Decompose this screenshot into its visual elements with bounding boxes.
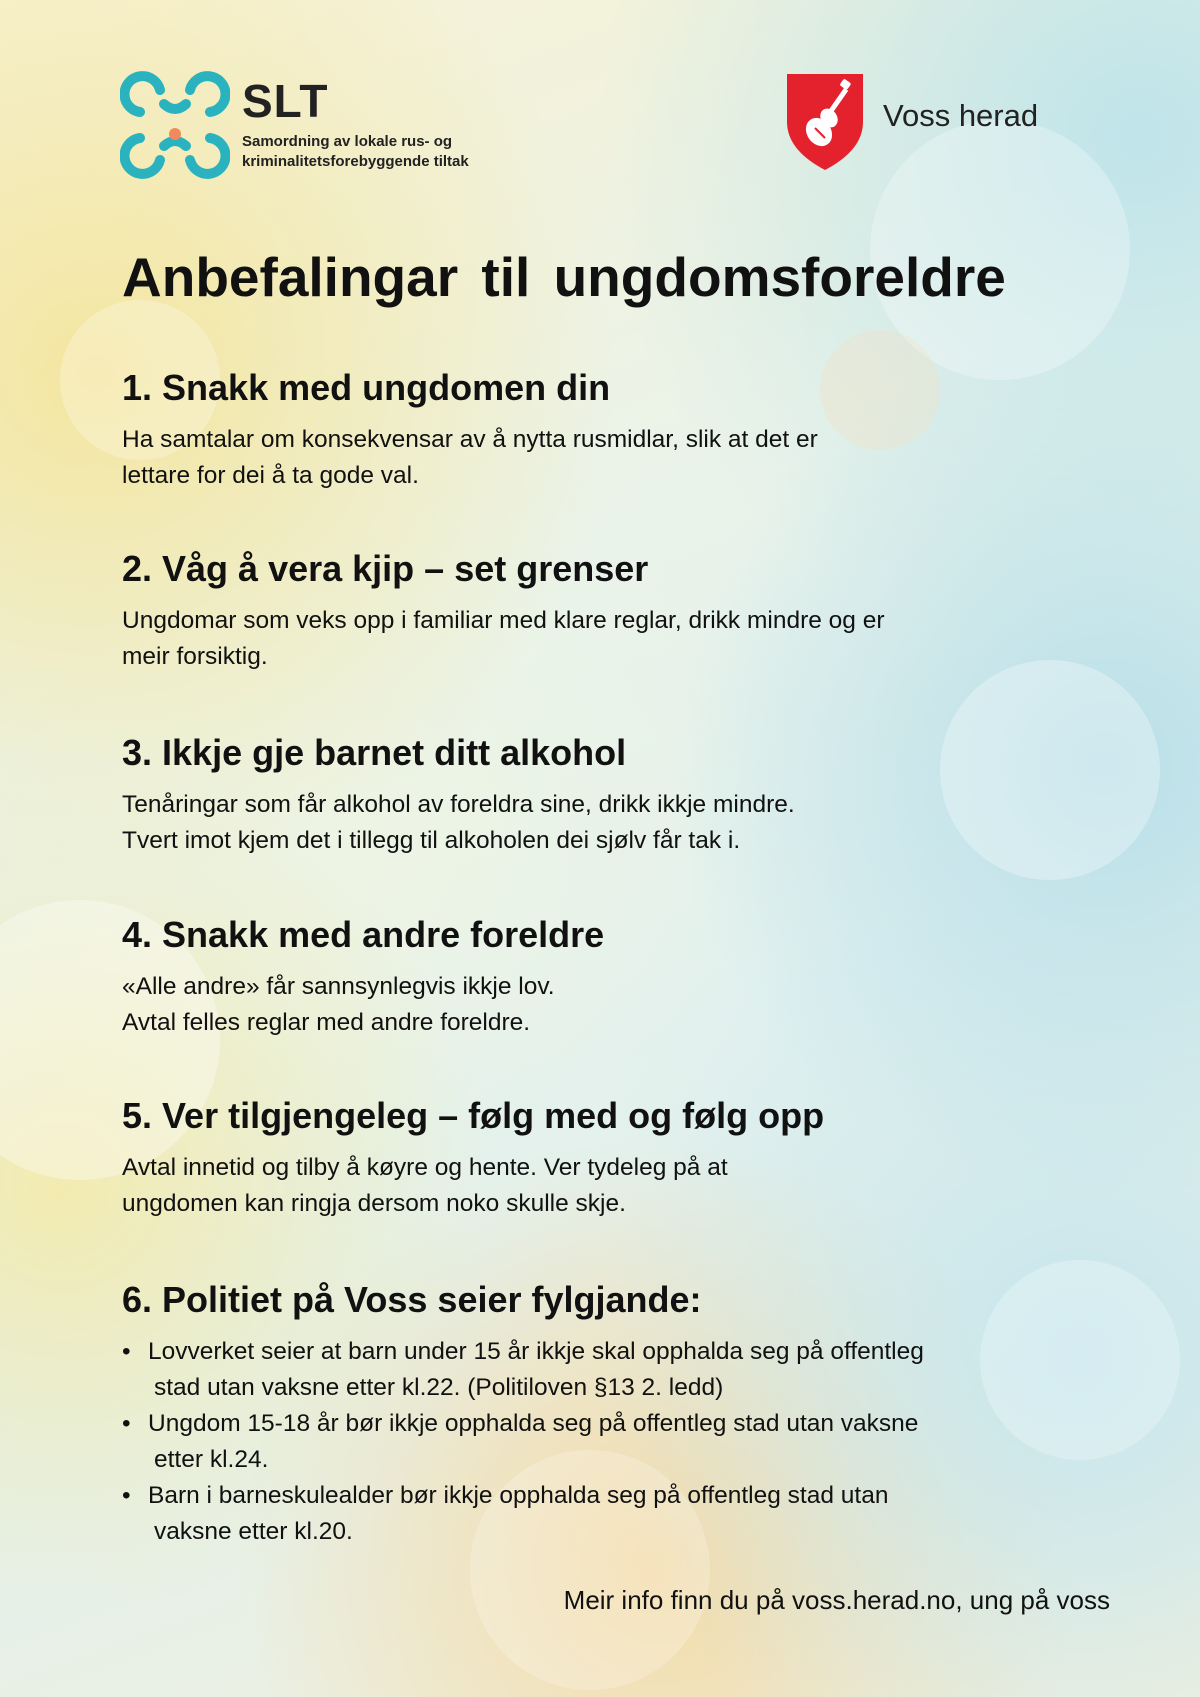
section-text-line: Ha samtalar om konsekvensar av å nytta rusmidlar, slik at det er — [122, 426, 818, 453]
recommendation-section — [122, 368, 1102, 494]
list-item — [122, 1406, 1102, 1478]
slt-subtitle-line: kriminalitetsforebyggende tiltak — [242, 153, 469, 170]
section-text — [122, 422, 1102, 494]
list-item-line: Lovverket seier at barn under 15 år ikkje skal opphalda seg på offentleg — [148, 1338, 924, 1365]
section-text-line: ungdomen kan ringja dersom noko skulle skje. — [122, 1190, 626, 1217]
section-text-line: Tvert imot kjem det i tillegg til alkoholen dei sjølv får tak i. — [122, 827, 741, 854]
violin-shield-icon — [785, 72, 865, 172]
header — [120, 70, 1080, 180]
list-item — [122, 1334, 1102, 1406]
slt-subtitle — [242, 132, 469, 172]
list-item-line: vaksne etter kl.20. — [154, 1518, 353, 1545]
page-title: Anbefalingar til ungdomsforeldre — [122, 246, 1006, 308]
section-text — [122, 969, 1102, 1041]
section-text-line: lettare for dei å ta gode val. — [122, 462, 419, 489]
list-item-line: stad utan vaksne etter kl.22. (Politiloven §13 2. ledd) — [154, 1374, 724, 1401]
recommendation-section — [122, 915, 1102, 1041]
section-text-line: Tenåringar som får alkohol av foreldra sine, drikk ikkje mindre. — [122, 791, 795, 818]
voss-herad-logo — [785, 72, 1055, 172]
bullet-symbol: • — [122, 1410, 131, 1437]
section-text — [122, 1150, 1102, 1222]
bullet-symbol: • — [122, 1338, 131, 1365]
slt-name: SLT — [242, 75, 329, 127]
slt-subtitle-line: Samordning av lokale rus- og — [242, 133, 453, 150]
police-rules-list — [122, 1334, 1102, 1550]
list-item-line: Barn i barneskulealder bør ikkje opphalda seg på offentleg stad utan — [148, 1482, 889, 1509]
section-heading: 1. Snakk med ungdomen din — [122, 367, 611, 408]
section-text-line: Avtal innetid og tilby å køyre og hente. Ver tydeleg på at — [122, 1154, 728, 1181]
recommendation-section — [122, 1096, 1102, 1222]
section-text-line: Ungdomar som veks opp i familiar med klare reglar, drikk mindre og er — [122, 607, 885, 634]
section-heading: 2. Våg å vera kjip – set grenser — [122, 548, 649, 589]
slt-logo-icon — [120, 70, 230, 180]
list-item-line: Ungdom 15-18 år bør ikkje opphalda seg på offentleg stad utan vaksne — [148, 1410, 919, 1437]
section-heading: 3. Ikkje gje barnet ditt alkohol — [122, 732, 627, 773]
section-text-line: Avtal felles reglar med andre foreldre. — [122, 1009, 531, 1036]
recommendation-section — [122, 733, 1102, 859]
section-heading: 5. Ver tilgjengeleg – følg med og følg opp — [122, 1095, 825, 1136]
section-text-line: «Alle andre» får sannsynlegvis ikkje lov. — [122, 973, 555, 1000]
bullet-symbol: • — [122, 1482, 131, 1509]
section-text — [122, 603, 1102, 675]
list-item-line: etter kl.24. — [154, 1446, 269, 1473]
section-heading: 6. Politiet på Voss seier fylgjande: — [122, 1279, 702, 1320]
voss-herad-name: Voss herad — [883, 98, 1039, 133]
footer-info: Meir info finn du på voss.herad.no, ung på voss — [563, 1585, 1110, 1615]
slt-wordmark — [242, 75, 469, 172]
section-text-line: meir forsiktig. — [122, 643, 268, 670]
recommendation-section — [122, 549, 1102, 675]
section-heading: 4. Snakk med andre foreldre — [122, 914, 605, 955]
list-item — [122, 1478, 1102, 1550]
police-section — [122, 1280, 1102, 1550]
section-text — [122, 787, 1102, 859]
